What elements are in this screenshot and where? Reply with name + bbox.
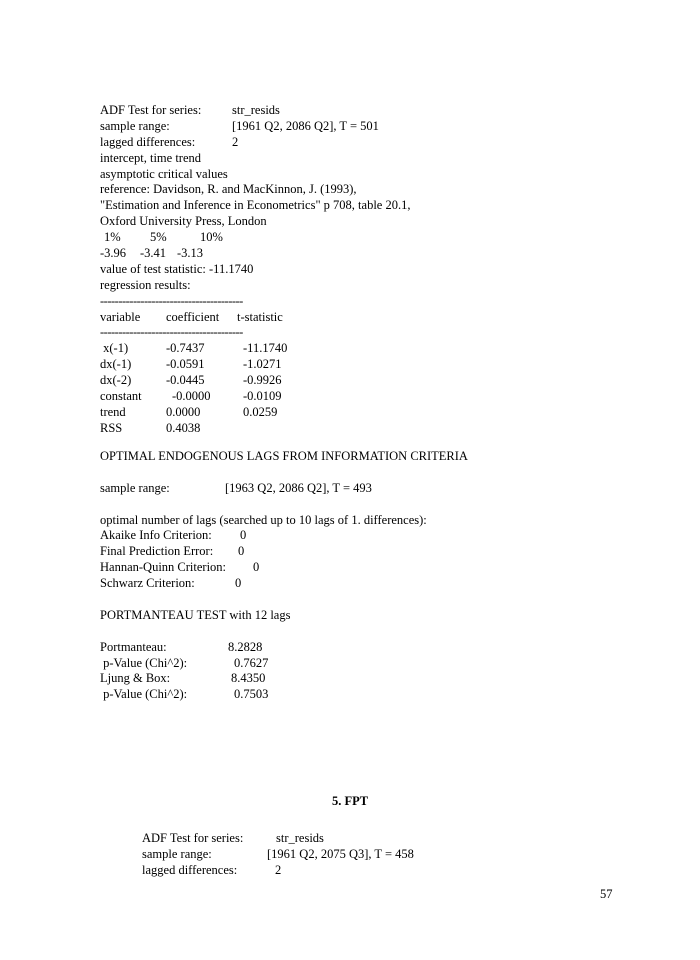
regression-table-header: variable coefficient t-statistic <box>100 309 283 324</box>
test-statistic-line: value of test statistic: -11.1740 <box>100 261 254 276</box>
adf-test-block-2 <box>142 831 414 879</box>
adf1-intercept-line: intercept, time trend <box>100 150 202 165</box>
adf2-series-line: ADF Test for series: str_resids <box>142 831 324 845</box>
table-row: dx(-2) -0.0445 -0.9926 <box>100 373 282 388</box>
spacer <box>100 465 468 481</box>
adf1-series-line: ADF Test for series: str_resids <box>100 103 280 117</box>
table-row: x(-1) -0.7437 -11.1740 <box>100 341 288 356</box>
page-number: 57 <box>600 887 613 901</box>
criterion-line: Hannan-Quinn Criterion: 0 <box>100 560 260 575</box>
table-row: dx(-1) -0.0591 -1.0271 <box>100 357 282 372</box>
adf1-reference-line-3: Oxford University Press, London <box>100 214 267 229</box>
criterion-line: Schwarz Criterion: 0 <box>100 576 242 591</box>
criterion-line: Akaike Info Criterion: 0 <box>100 528 247 543</box>
adf1-sample-range-line: sample range: [1961 Q2, 2086 Q2], T = 501 <box>100 118 379 133</box>
spacer <box>100 592 468 608</box>
portmanteau-line: p-Value (Chi^2): 0.7503 <box>100 687 269 702</box>
adf2-sample-range-line: sample range: [1961 Q2, 2075 Q3], T = 458 <box>142 846 414 861</box>
portmanteau-line: p-Value (Chi^2): 0.7627 <box>100 655 269 670</box>
table-row: trend 0.0000 0.0259 <box>100 404 278 419</box>
adf2-lagged-diff-line: lagged differences: 2 <box>142 862 282 877</box>
table-rule-top: --------------------------------------- <box>100 293 243 308</box>
portmanteau-line: Portmanteau: 8.2828 <box>100 639 263 654</box>
critical-values-header: 1% 5% 10% <box>104 230 223 245</box>
portmanteau-line: Ljung & Box: 8.4350 <box>100 671 266 686</box>
portmanteau-heading: PORTMANTEAU TEST with 12 lags <box>100 607 291 622</box>
optimal-lags-text: optimal number of lags (searched up to 10 lags of 1. differences): <box>100 512 427 527</box>
table-row: RSS 0.4038 <box>100 420 201 435</box>
adf1-lagged-diff-line: lagged differences: 2 <box>100 134 239 149</box>
regression-results-label: regression results: <box>100 277 191 292</box>
table-rule-bottom: --------------------------------------- <box>100 325 243 340</box>
critical-values-row: -3.96 -3.41 -3.13 <box>100 246 204 261</box>
optimal-lags-block <box>100 449 468 703</box>
spacer <box>100 624 468 640</box>
table-row: constant -0.0000 -0.0109 <box>100 389 282 404</box>
adf-test-block-1 <box>100 103 410 437</box>
criterion-line: Final Prediction Error: 0 <box>100 544 245 559</box>
section-title: 5. FPT <box>331 794 369 808</box>
adf1-asymptotic-line: asymptotic critical values <box>100 166 228 181</box>
adf1-reference-line-1: reference: Davidson, R. and MacKinnon, J. (1993), <box>100 182 357 197</box>
lags-sample-range-line: sample range: [1963 Q2, 2086 Q2], T = 493 <box>100 480 372 495</box>
optimal-lags-heading: OPTIMAL ENDOGENOUS LAGS FROM INFORMATION CRITERIA <box>100 449 468 463</box>
spacer <box>100 497 468 513</box>
adf1-reference-line-2: "Estimation and Inference in Econometrics" p 708, table 20.1, <box>100 198 411 213</box>
